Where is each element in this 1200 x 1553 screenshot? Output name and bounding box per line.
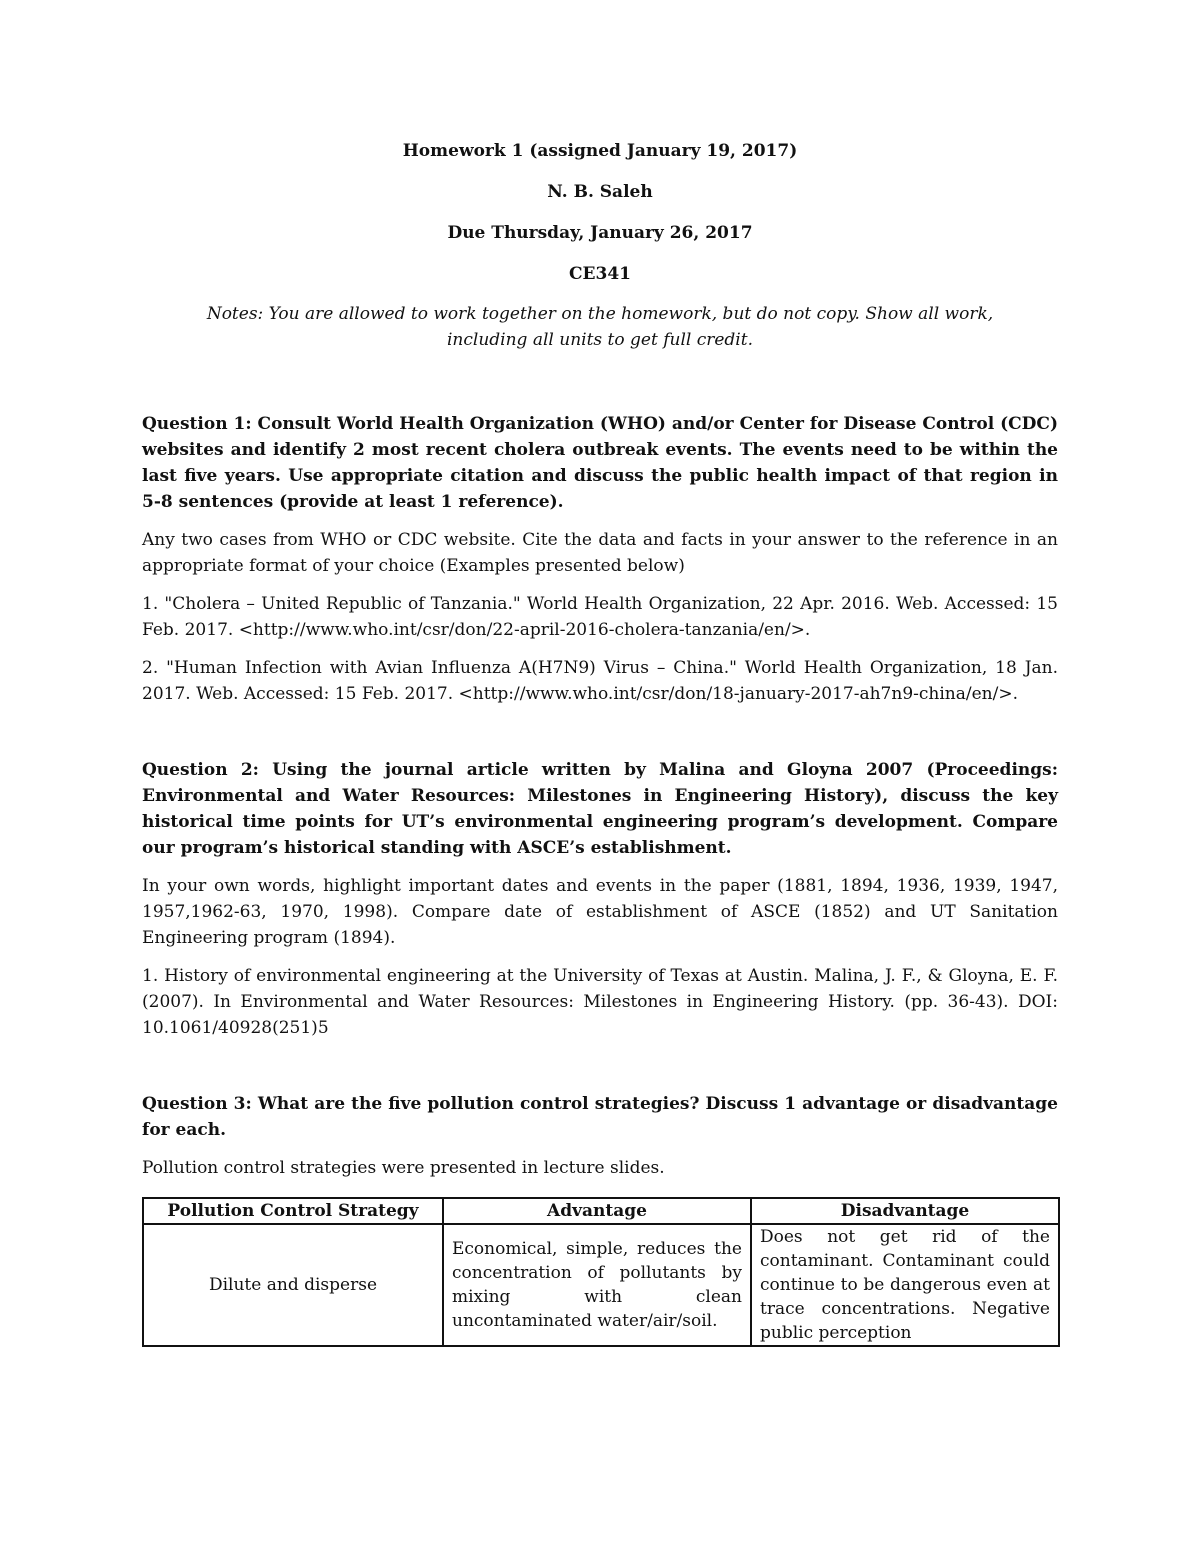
cell-advantage: Economical, simple, reduces the concentration of pollutants by mixing with clean uncontaminated water/air/soil.: [443, 1224, 751, 1346]
table-header-row: [143, 1198, 1059, 1224]
table-row: [143, 1224, 1059, 1346]
pollution-strategy-table: [142, 1197, 1060, 1347]
question-2-reference-1: 1. History of environmental engineering at the University of Texas at Austin. Malina, J. F., & Gloyna, E. F. (2007). In Environmental and Water Resources: Milestones in Engineering History. (pp. 36-43). DOI: 10.1061/40928(251)5: [142, 966, 1058, 1038]
question-1-prompt: Question 1: Consult World Health Organization (WHO) and/or Center for Disease Control (CDC) websites and identify 2 most recent cholera outbreak events. The events need to be within the last five years. Use appropriate citation and discuss the public health impact of that region in 5-8 sentences (provide at least 1 reference).: [142, 414, 1058, 512]
header-strategy: Pollution Control Strategy: [143, 1198, 443, 1224]
question-3-prompt: Question 3: What are the five pollution control strategies? Discuss 1 advantage or disadvantage for each.: [142, 1094, 1058, 1140]
due-date: Due Thursday, January 26, 2017: [447, 223, 753, 243]
question-2-prompt: Question 2: Using the journal article written by Malina and Gloyna 2007 (Proceedings: Environmental and Water Resources: Milestones in Engineering History), discuss the key historical time points for UT’s environmental engineering program’s development. Compare our program’s historical standing with ASCE’s establishment.: [142, 760, 1058, 858]
question-1-reference-2: 2. "Human Infection with Avian Influenza A(H7N9) Virus – China." World Health Organization, 18 Jan. 2017. Web. Accessed: 15 Feb. 2017. <http://www.who.int/csr/don/18-january-2017-ah7n9-china/en/>.: [142, 658, 1058, 704]
header-disadvantage: Disadvantage: [751, 1198, 1059, 1224]
cell-strategy: Dilute and disperse: [143, 1224, 443, 1346]
cell-disadvantage: Does not get rid of the contaminant. Contaminant could continue to be dangerous even at trace concentrations. Negative public perception: [751, 1224, 1059, 1346]
question-3-answer: Pollution control strategies were presented in lecture slides.: [142, 1158, 665, 1178]
author-name: N. B. Saleh: [547, 182, 653, 202]
header-advantage: Advantage: [443, 1198, 751, 1224]
question-1-answer: Any two cases from WHO or CDC website. Cite the data and facts in your answer to the reference in an appropriate format of your choice (Examples presented below): [142, 530, 1058, 576]
homework-title: Homework 1 (assigned January 19, 2017): [402, 141, 798, 161]
notes-text: Notes: You are allowed to work together on the homework, but do not copy. Show all work, including all units to get full credit.: [206, 304, 994, 350]
question-1-reference-1: 1. "Cholera – United Republic of Tanzania." World Health Organization, 22 Apr. 2016. Web. Accessed: 15 Feb. 2017. <http://www.who.int/csr/don/22-april-2016-cholera-tanzania/en/>.: [142, 594, 1058, 640]
question-2-answer: In your own words, highlight important dates and events in the paper (1881, 1894, 1936, 1939, 1947, 1957,1962-63, 1970, 1998). Compare date of establishment of ASCE (1852) and UT Sanitation Engineering program (1894).: [142, 876, 1058, 948]
homework-page: [142, 138, 1058, 1347]
course-code: CE341: [569, 264, 631, 284]
